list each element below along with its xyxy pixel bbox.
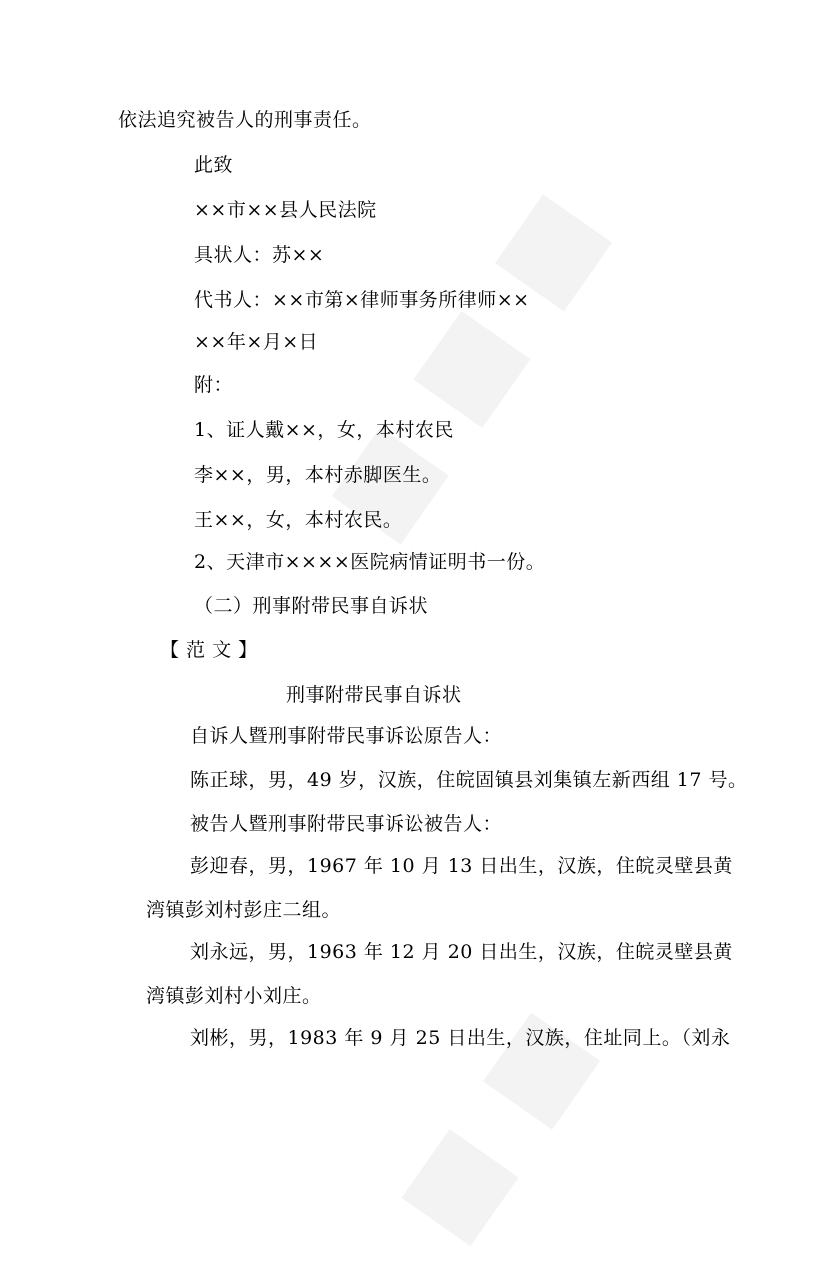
line-defendant-2: 刘永远，男，1963 年 12 月 20 日出生，汉族，住皖灵壁县黄	[190, 941, 733, 963]
line-plaintiff-label: 自诉人暨刑事附带民事诉讼原告人：	[190, 725, 503, 747]
line-defendant-2-cont: 湾镇彭刘村小刘庄。	[146, 985, 322, 1007]
line-filer: 具状人：苏××	[194, 244, 325, 266]
line-court: ××市××县人民法院	[194, 199, 377, 221]
line-date: ××年×月×日	[194, 331, 319, 353]
line-defendant-label: 被告人暨刑事附带民事诉讼被告人：	[190, 813, 503, 835]
line-witness-1: 1、证人戴××，女，本村农民	[194, 419, 454, 441]
line-plaintiff-info: 陈正球，男，49 岁，汉族，住皖固镇县刘集镇左新西组 17 号。	[190, 769, 748, 791]
document-title: 刑事附带民事自诉状	[286, 684, 462, 706]
line-closing-statement: 依法追究被告人的刑事责任。	[118, 109, 372, 131]
line-witness-2: 李××，男，本村赤脚医生。	[194, 464, 442, 486]
line-defendant-3: 刘彬，男，1983 年 9 月 25 日出生，汉族，住址同上。（刘永	[190, 1027, 731, 1049]
line-defendant-1: 彭迎春，男，1967 年 10 月 13 日出生，汉族，住皖灵壁县黄	[190, 855, 733, 877]
line-writer: 代书人：××市第×律师事务所律师××	[194, 289, 530, 311]
watermark	[300, 168, 628, 560]
line-witness-3: 王××，女，本村农民。	[194, 509, 403, 531]
sample-label: 【 范 文 】	[160, 639, 258, 661]
section-heading: （二）刑事附带民事自诉状	[194, 595, 429, 617]
line-attachment-label: 附：	[194, 374, 234, 396]
line-attachment-2: 2、天津市××××医院病情证明书一份。	[194, 551, 546, 573]
line-salutation: 此致	[194, 154, 234, 176]
line-defendant-1-cont: 湾镇彭刘村彭庄二组。	[146, 899, 342, 921]
